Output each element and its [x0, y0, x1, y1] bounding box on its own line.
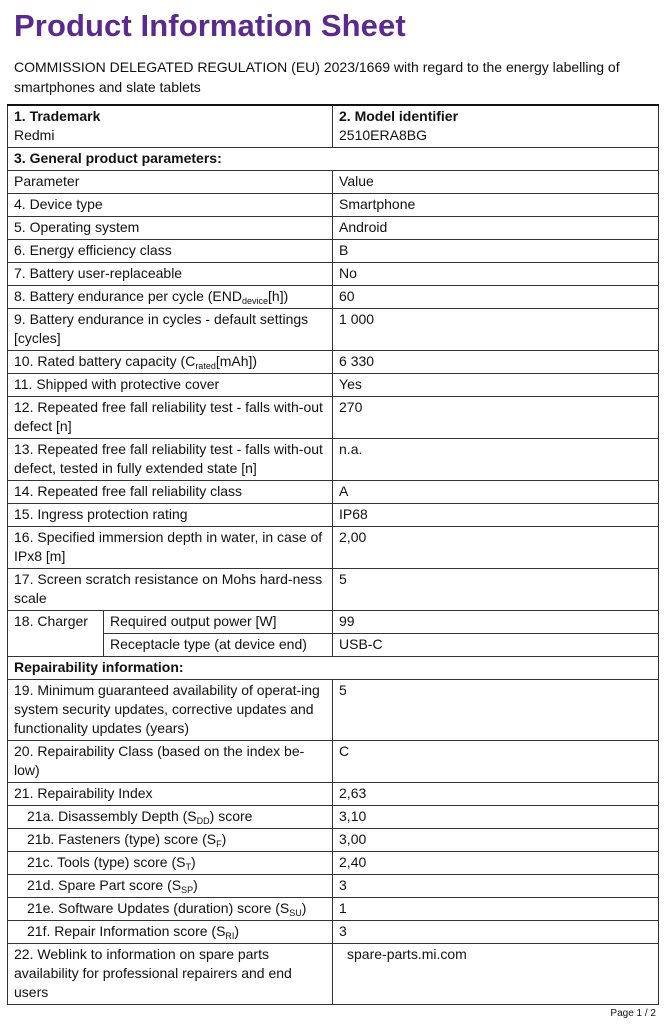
table-row: [8, 921, 659, 944]
label-text: ) score: [209, 808, 253, 824]
table-row: [8, 263, 659, 286]
table-row: [8, 504, 659, 527]
table-row: [8, 829, 659, 852]
param-label: 16. Specified immersion depth in water, in case of IPx8 [m]: [8, 527, 333, 569]
param-label: 19. Minimum guaranteed availability of operat-ing system security updates, corrective updates and functionality updates (years): [8, 680, 333, 741]
table-row: [8, 611, 659, 634]
trademark-value: Redmi: [14, 127, 55, 143]
table-row: [8, 397, 659, 439]
param-label: 6. Energy efficiency class: [8, 240, 333, 263]
param-label: 20. Repairability Class (based on the index be-low): [8, 741, 333, 783]
index-label: [8, 875, 333, 898]
table-row: [8, 569, 659, 611]
table-row: [8, 806, 659, 829]
param-label: 17. Screen scratch resistance on Mohs hard-ness scale: [8, 569, 333, 611]
charger-power-value: 99: [333, 611, 659, 634]
table-row: [8, 680, 659, 741]
model-value: 2510ERA8BG: [339, 127, 427, 143]
table-row: [8, 309, 659, 351]
table-row: [8, 194, 659, 217]
table-row: [8, 852, 659, 875]
table-row: [8, 783, 659, 806]
param-label: 13. Repeated free fall reliability test - falls with-out defect, tested in fully extended state [n]: [8, 439, 333, 481]
parameter-header: Parameter: [8, 171, 333, 194]
label-subscript: RI: [225, 931, 235, 941]
table-row: [8, 217, 659, 240]
table-row: [8, 105, 659, 148]
param-label: 4. Device type: [8, 194, 333, 217]
regulation-subtitle: COMMISSION DELEGATED REGULATION (EU) 2023/1669 with regard to the energy labelling of smartphones and slate tablets: [14, 59, 620, 95]
weblink-value[interactable]: spare-parts.mi.com: [333, 944, 659, 1005]
param-value: B: [333, 240, 659, 263]
model-cell: [333, 105, 659, 148]
param-value: Android: [333, 217, 659, 240]
param-value: 6 330: [333, 351, 659, 374]
label-text: ): [221, 831, 227, 847]
param-label: 5. Operating system: [8, 217, 333, 240]
param-value: Yes: [333, 374, 659, 397]
table-row: [8, 240, 659, 263]
page-title: Product Information Sheet: [14, 8, 406, 43]
param-label: 7. Battery user-replaceable: [8, 263, 333, 286]
index-label: [8, 806, 333, 829]
label-text: 8. Battery endurance per cycle (END: [14, 288, 242, 304]
param-label: 15. Ingress protection rating: [8, 504, 333, 527]
label-subscript: SU: [289, 908, 302, 918]
table-row: [8, 481, 659, 504]
table-row: [8, 374, 659, 397]
table-row: [8, 944, 659, 1005]
param-value: 60: [333, 286, 659, 309]
index-label: [8, 829, 333, 852]
index-label: [8, 921, 333, 944]
label-subscript: SP: [181, 885, 194, 895]
label-text: ): [301, 900, 307, 916]
table-row: [8, 439, 659, 481]
param-value: n.a.: [333, 439, 659, 481]
charger-power-label: Required output power [W]: [104, 611, 333, 634]
charger-label: 18. Charger: [8, 611, 104, 657]
model-label: 2. Model identifier: [339, 108, 459, 124]
label-subscript: DD: [196, 816, 210, 826]
label-text: ): [234, 923, 240, 939]
param-label: 14. Repeated free fall reliability class: [8, 481, 333, 504]
param-label: 9. Battery endurance in cycles - default settings [cycles]: [8, 309, 333, 351]
index-value: 3,00: [333, 829, 659, 852]
label-text: 10. Rated battery capacity (C: [14, 353, 196, 369]
param-value: 270: [333, 397, 659, 439]
label-text: 21b. Fasteners (type) score (S: [27, 831, 217, 847]
label-text: 21a. Disassembly Depth (S: [27, 808, 197, 824]
index-value: 3,10: [333, 806, 659, 829]
label-text: ): [190, 854, 196, 870]
table-row: [8, 741, 659, 783]
table-row: [8, 148, 659, 171]
product-info-table: [7, 104, 659, 1005]
table-row: [8, 527, 659, 569]
param-label: [8, 286, 333, 309]
param-label: 12. Repeated free fall reliability test - falls with-out defect [n]: [8, 397, 333, 439]
table-row: [8, 657, 659, 680]
table-row: [8, 875, 659, 898]
label-subscript: T: [185, 862, 191, 872]
label-subscript: device: [242, 296, 269, 306]
param-label: 11. Shipped with protective cover: [8, 374, 333, 397]
param-value: IP68: [333, 504, 659, 527]
index-value: 2,40: [333, 852, 659, 875]
label-text: 21e. Software Updates (duration) score (S: [27, 900, 290, 916]
param-value: Smartphone: [333, 194, 659, 217]
param-value: 2,00: [333, 527, 659, 569]
general-parameters-header: 3. General product parameters:: [8, 148, 659, 171]
label-subscript: F: [216, 839, 222, 849]
label-text: 21f. Repair Information score (S: [27, 923, 226, 939]
param-value: No: [333, 263, 659, 286]
param-value: 1 000: [333, 309, 659, 351]
param-value: 5: [333, 569, 659, 611]
table-row: [8, 171, 659, 194]
table-row: [8, 634, 659, 657]
charger-receptacle-value: USB-C: [333, 634, 659, 657]
weblink-label: 22. Weblink to information on spare parts availability for professional repairers and end users: [8, 944, 333, 1005]
label-text: [mAh]): [215, 353, 258, 369]
table-row: [8, 898, 659, 921]
page-number: Page 1 / 2: [610, 1008, 656, 1019]
trademark-label: 1. Trademark: [14, 108, 101, 124]
repairability-header: Repairability information:: [8, 657, 659, 680]
param-label: 21. Repairability Index: [8, 783, 333, 806]
param-value: C: [333, 741, 659, 783]
label-text: 21d. Spare Part score (S: [27, 877, 182, 893]
label-text: 21c. Tools (type) score (S: [27, 854, 186, 870]
label-subscript: rated: [195, 361, 216, 371]
param-value: 2,63: [333, 783, 659, 806]
param-label: [8, 351, 333, 374]
table-row: [8, 286, 659, 309]
trademark-cell: [8, 105, 333, 148]
param-value: 5: [333, 680, 659, 741]
value-header: Value: [333, 171, 659, 194]
index-label: [8, 852, 333, 875]
index-value: 3: [333, 875, 659, 898]
index-label: [8, 898, 333, 921]
label-text: [h]): [268, 288, 289, 304]
charger-receptacle-label: Receptacle type (at device end): [104, 634, 333, 657]
table-row: [8, 351, 659, 374]
param-value: A: [333, 481, 659, 504]
index-value: 3: [333, 921, 659, 944]
label-text: ): [193, 877, 198, 893]
index-value: 1: [333, 898, 659, 921]
